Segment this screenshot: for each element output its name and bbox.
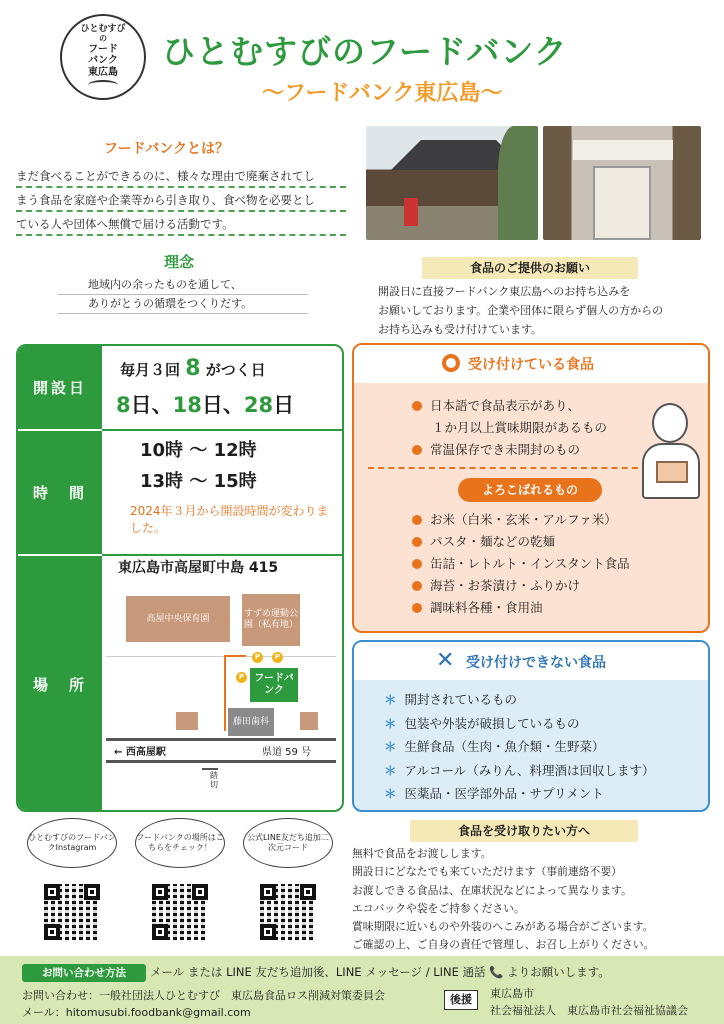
map-station: ← 西高屋駅 <box>114 747 166 758</box>
support-label: 後援 <box>444 990 478 1010</box>
logo-text: の <box>99 34 107 44</box>
contact-method-text: メール または LINE 友だち追加後、LINE メッセージ / LINE 通話 📞 よりお願いします。 <box>150 965 610 979</box>
map-route-name: 県道 59 号 <box>262 747 312 758</box>
qr-line <box>238 818 338 940</box>
about-heading: フードバンクとは？ <box>104 141 230 157</box>
date-number: 28 <box>243 393 274 417</box>
qr-code-icon[interactable] <box>152 884 208 940</box>
entrance-photo <box>543 126 701 240</box>
list-item: ＊ アルコール（みりん、料理酒は回収します） <box>384 762 655 778</box>
receive-line: 無料で食品をお渡しします。 <box>352 847 492 860</box>
asterisk-icon: ＊ <box>384 692 397 707</box>
donation-request-text <box>378 282 708 339</box>
list-item: お米（白米・玄米・アルファ米） <box>412 509 630 531</box>
bullet-icon <box>412 445 422 455</box>
map-crossing: 踏切 <box>210 771 218 789</box>
contact-email[interactable]: メール：hitomusubi.foodbank@gmail.com <box>22 1006 251 1019</box>
accepted-food-panel <box>352 343 710 633</box>
date-suffix: 日 <box>273 393 295 417</box>
footer <box>0 956 724 1024</box>
receive-line: お渡しできる食品は、在庫状況などによって異なります。 <box>352 883 632 897</box>
receive-line: ご確認の上、ご自身の責任で管理し、お召し上がりください。 <box>352 938 655 952</box>
address: 東広島市高屋町中島 415 <box>118 560 279 576</box>
about-text <box>16 164 346 236</box>
donation-request-line: 開設日に直接フードバンク東広島へのお持ち込みを <box>378 285 631 298</box>
donation-request-line: お持ち込みも受け付けています。 <box>378 323 543 336</box>
date-suffix: 日、 <box>201 393 244 417</box>
qr-caption: フードバンクの場所はこちらをチェック！ <box>135 818 225 868</box>
map-dentist: 藤田歯科 <box>228 708 274 736</box>
about-line: まう食品を家庭や企業等から引き取り、食べ物を必要とし <box>16 188 346 212</box>
logo-text: ひとむすび <box>80 23 126 34</box>
receive-line: エコバックや袋をご持参ください。 <box>352 901 525 915</box>
rejected-food-panel <box>352 640 710 812</box>
list-item: １か月以上賞味期限があるもの <box>432 420 608 435</box>
contact-method-label: お問い合わせ方法 <box>22 964 146 982</box>
map-nursery: 高屋中央保育園 <box>126 596 230 642</box>
bullet-icon <box>412 515 422 525</box>
list-item: 常温保存でき未開封のもの <box>412 439 607 461</box>
location-map <box>106 582 336 808</box>
cross-icon: ✕ <box>436 648 455 673</box>
parking-icon: P <box>252 652 263 663</box>
divider <box>102 554 342 556</box>
list-item: 調味料各種・食用油 <box>412 597 630 619</box>
supporter: 社会福祉法人 東広島市社会福祉協議会 <box>490 1004 688 1017</box>
page-title: ひとむすびのフードバンク <box>162 32 568 71</box>
list-item: ＊ 包装や外装が破損しているもの <box>384 715 580 731</box>
time-label: 時 間 <box>18 431 102 554</box>
philosophy-text <box>58 276 308 314</box>
list-item: ＊ 医薬品・医学部外品・サプリメント <box>384 786 604 801</box>
logo <box>60 14 146 100</box>
rejected-food-heading: 受け付けできない食品 <box>466 655 606 671</box>
welcome-food-list <box>412 509 630 619</box>
bullet-icon <box>412 581 422 591</box>
parking-icon: P <box>272 652 283 663</box>
asterisk-icon: ＊ <box>384 715 397 731</box>
list-item: パスタ・麺などの乾麺 <box>412 531 630 553</box>
qr-caption: 公式LINE友だち追加二次元コード <box>243 818 333 868</box>
time-slot-afternoon: 13時 〜 15時 <box>140 471 257 492</box>
date-number: 18 <box>172 393 202 417</box>
person-with-box-illustration <box>642 403 700 499</box>
circle-ok-icon <box>442 354 460 372</box>
open-days-dates <box>116 389 294 419</box>
date-number: 8 <box>116 393 131 417</box>
bullet-icon <box>412 401 422 411</box>
receive-line: 賞味期限に近いものや外装のへこみがある場合がございます。 <box>352 920 654 934</box>
qr-code-section <box>16 818 344 948</box>
bullet-icon <box>412 537 422 547</box>
map-park: すずめ運動公園（私有地） <box>242 594 300 646</box>
receive-line: 開設日にどなたでも来ていただけます（事前連絡不要） <box>352 865 622 879</box>
list-item: ＊ 開封されているもの <box>384 692 518 707</box>
accepted-food-heading: 受け付けている食品 <box>468 357 594 373</box>
open-days-number: 8 <box>185 356 201 381</box>
divider <box>102 429 342 431</box>
donation-request-heading: 食品のご提供のお願い <box>422 257 638 279</box>
qr-code-icon[interactable] <box>44 884 100 940</box>
divider <box>368 467 648 469</box>
qr-caption: ひとむすびのフードバンクInstagram <box>27 818 117 868</box>
map-road <box>106 738 336 741</box>
logo-ribbon-icon <box>88 80 118 90</box>
welcome-food-heading: よろこばれるもの <box>458 478 602 502</box>
logo-text: バンク <box>88 55 118 67</box>
logo-text: 東広島 <box>88 66 118 78</box>
qr-map <box>130 818 230 940</box>
time-change-note: 2024年３月から開設時間が変わりました。 <box>130 504 329 535</box>
contact-organization: お問い合わせ：一般社団法人ひとむすび 東広島食品ロス削減対策委員会 <box>22 989 385 1002</box>
philosophy-line: ありがとうの循環をつくりだす。 <box>58 295 308 314</box>
open-days-text: がつく日 <box>205 361 266 379</box>
asterisk-icon: ＊ <box>384 762 397 778</box>
open-days-rule <box>120 356 266 381</box>
list-item: 缶詰・レトルト・インスタント食品 <box>412 553 630 575</box>
asterisk-icon: ＊ <box>384 739 397 754</box>
open-day-label: 開設日 <box>18 346 102 429</box>
list-item: 日本語で食品表示があり、 <box>412 395 607 417</box>
asterisk-icon: ＊ <box>384 786 397 801</box>
list-item: 海苔・お茶漬け・ふりかけ <box>412 575 630 597</box>
building-photo <box>366 126 538 240</box>
philosophy-heading: 理念 <box>164 253 195 271</box>
receive-food-heading: 食品を受け取りたい方へ <box>410 820 638 842</box>
place-label: 場 所 <box>18 556 102 812</box>
supporter: 東広島市 <box>490 987 534 1000</box>
philosophy-line: 地域内の余ったものを通して、 <box>58 276 308 295</box>
bullet-icon <box>412 603 422 613</box>
open-days-text: 毎月３回 <box>120 361 181 379</box>
route-arrow-icon <box>224 655 226 731</box>
parking-icon: P <box>236 672 247 683</box>
qr-instagram <box>22 818 122 940</box>
receive-food-text <box>352 845 717 955</box>
accepted-food-list <box>412 395 607 461</box>
bullet-icon <box>412 559 422 569</box>
about-line: ている人や団体へ無償で届ける活動です。 <box>16 212 346 236</box>
list-item: ＊ 生鮮食品（生肉・魚介類・生野菜） <box>384 739 605 754</box>
about-line: まだ食べることができるのに、様々な理由で廃棄されてし <box>16 164 346 188</box>
date-suffix: 日、 <box>130 393 173 417</box>
map-foodbank: フードバンク <box>250 668 298 702</box>
rejected-food-list <box>384 688 655 806</box>
qr-code-icon[interactable] <box>260 884 316 940</box>
page-subtitle: 〜フードバンク東広島〜 <box>262 81 503 106</box>
donation-request-line: お願いしております。企業や団体に限らず個人の方からの <box>378 304 664 317</box>
time-slot-morning: 10時 〜 12時 <box>140 440 257 461</box>
logo-text: フード <box>88 43 118 55</box>
